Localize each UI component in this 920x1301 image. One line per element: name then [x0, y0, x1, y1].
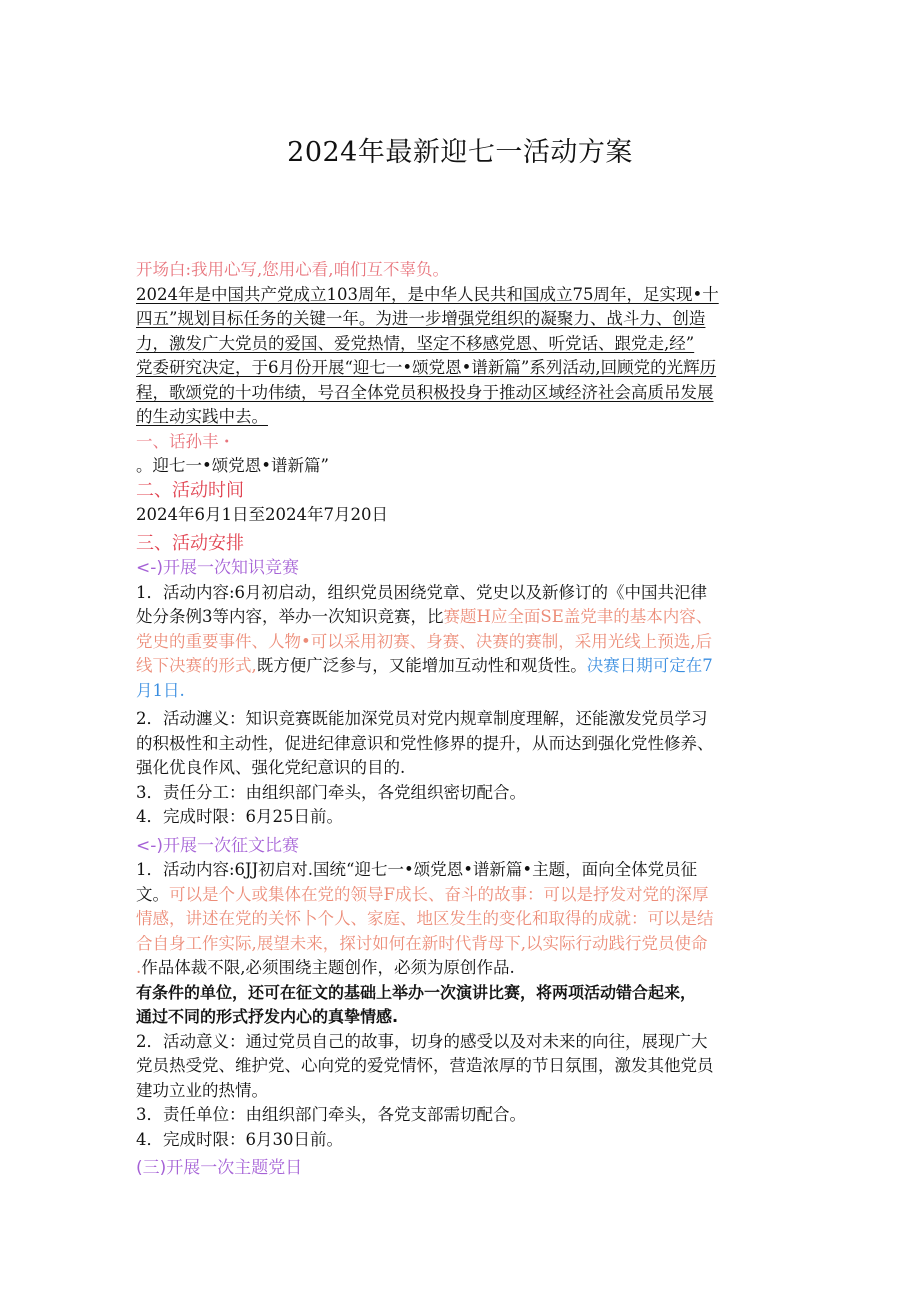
sub2-content-text: 文。	[136, 884, 169, 904]
sub2-content-highlight: 可以是个人或集体在党的领导F成长、奋斗的故事：可以是抒发对党的深厚	[169, 884, 709, 904]
sub1-content-line	[136, 654, 786, 679]
sub1-content-line	[136, 605, 786, 630]
sub2-meaning-line: 党员热受党、维护党、心向党的爱党情怀，营造浓厚的节日氛围，激发其他党员	[136, 1056, 714, 1075]
opening-line: 开场白:我用心写,您用心看,咱们互不辜负。	[136, 260, 450, 279]
sub2-bold-line: 有条件的单位，还可在征文的基础上举办一次演讲比赛，将两项活动错合起来，	[136, 982, 697, 1002]
sub2-content-line: 1．活动内容:6JJ初启对.国统“迎七一•颂党恩•谱新篇•主题，面向全体党员征	[136, 860, 698, 879]
intro-line: 力，激发广大党员的爱国、爱党热情，坚定不移感党恩、听党话、跟党走,经”	[136, 333, 695, 353]
subsection2-heading: <-)开展一次征文比赛	[136, 835, 300, 856]
section3-heading: 三、活动安排	[136, 532, 244, 554]
sub2-bold-line: 通过不同的形式抒发内心的真挚情感.	[136, 1007, 399, 1026]
sub2-meaning-line: 建功立业的热情。	[136, 1080, 268, 1100]
intro-line: 的生动实践中去。	[136, 407, 268, 426]
section1-body: 。迎七一•颂党恩•谱新篇”	[136, 456, 329, 475]
sub1-content-text: 处分条例3等内容，举办一次知识竞赛，比	[136, 607, 444, 626]
section2-body: 2024年6月1日至2024年7月20日	[136, 505, 388, 524]
intro-line: 四五”规划目标任务的关键一年。为进一步增强党组织的凝聚力、战斗力、创造	[136, 309, 706, 328]
subsection1-heading: <-)开展一次知识竞赛	[136, 558, 300, 578]
sub2-content-line	[136, 956, 786, 981]
sub2-deadline: 4．完成时限：6月30日前。	[136, 1129, 343, 1149]
sub1-meaning-line: 的积极性和主动性，促进纪律意识和党性修界的提升，从而达到强化党性修养、	[136, 733, 714, 753]
sub2-duty: 3．责任单位：由组织部门牵头，各党支部需切配合。	[136, 1105, 526, 1124]
intro-line: 2024年是中国共产党成立103周年，是中华人民共和国成立75周年，足实现•十	[136, 284, 719, 304]
subsection3-heading: (三)开展一次主题党日	[136, 1158, 303, 1178]
sub1-content-line: 1．活动内容:6月初启动，组织党员困绕党章、党史以及新修订的《中国共汜律	[136, 582, 708, 602]
sub1-content-line: 月1日.	[136, 680, 185, 700]
sub2-content-line: 合自身工作实际,展望未来，探讨如何在新时代背母下,以实际行动践行党员使命	[136, 933, 708, 953]
sub2-content-line: 情感，讲述在党的关怀卜个人、家庭、地区发生的变化和取得的成就：可以是结	[136, 909, 714, 928]
sub1-content-date-note: 决赛日期可定在7	[586, 656, 713, 675]
sub1-meaning-line: 2．活动瀍义：知识竞赛既能加深党员对党内规章制度理解，还能激发党员学习	[136, 709, 708, 728]
document-body	[136, 258, 786, 1181]
sub2-content-text: 作品体裁不限,必须围绕主题创作，必须为原创作品.	[141, 958, 515, 977]
sub1-content-text: 既方便广泛参与，又能增加互动性和观货性。	[256, 656, 587, 675]
intro-line: 党委研究决定，于6月份开展“迎七一•颂党恩•谱新篇”系列活动,回顾党的光辉历	[136, 358, 717, 377]
sub2-content-line	[136, 883, 786, 908]
sub2-content-highlight: .	[136, 958, 142, 977]
section1-heading: 一、话孙丰・	[136, 431, 235, 451]
sub2-meaning-line: 2．活动意义：通过党员自己的故事，切身的感受以及对未来的向往，展现广大	[136, 1031, 708, 1051]
sub1-deadline: 4．完成时限：6月25日前。	[136, 807, 343, 826]
sub1-content-highlight: 线下决赛的形式,	[136, 656, 257, 675]
section2-heading: 二、活动时间	[136, 479, 244, 501]
intro-paragraph	[136, 283, 786, 430]
sub1-meaning-line: 强化优良作风、强化党纪意识的目的.	[136, 758, 406, 777]
sub1-content-line: 党史的重要事件、人物•可以采用初赛、身赛、决赛的赛制，采用光线上预选,后	[136, 631, 712, 651]
intro-line: 程，歌颂党的十功伟绩，号召全体党员积极投身于推动区域经济社会高质吊发展	[136, 382, 714, 402]
sub1-content-highlight: 赛题H应全面SE盖党聿的基本内容、	[443, 607, 713, 626]
document-title: 2024年最新迎七一活动方案	[287, 137, 633, 168]
sub1-duty: 3．责任分工：由组织部门牵头，各党组织密切配合。	[136, 782, 526, 802]
